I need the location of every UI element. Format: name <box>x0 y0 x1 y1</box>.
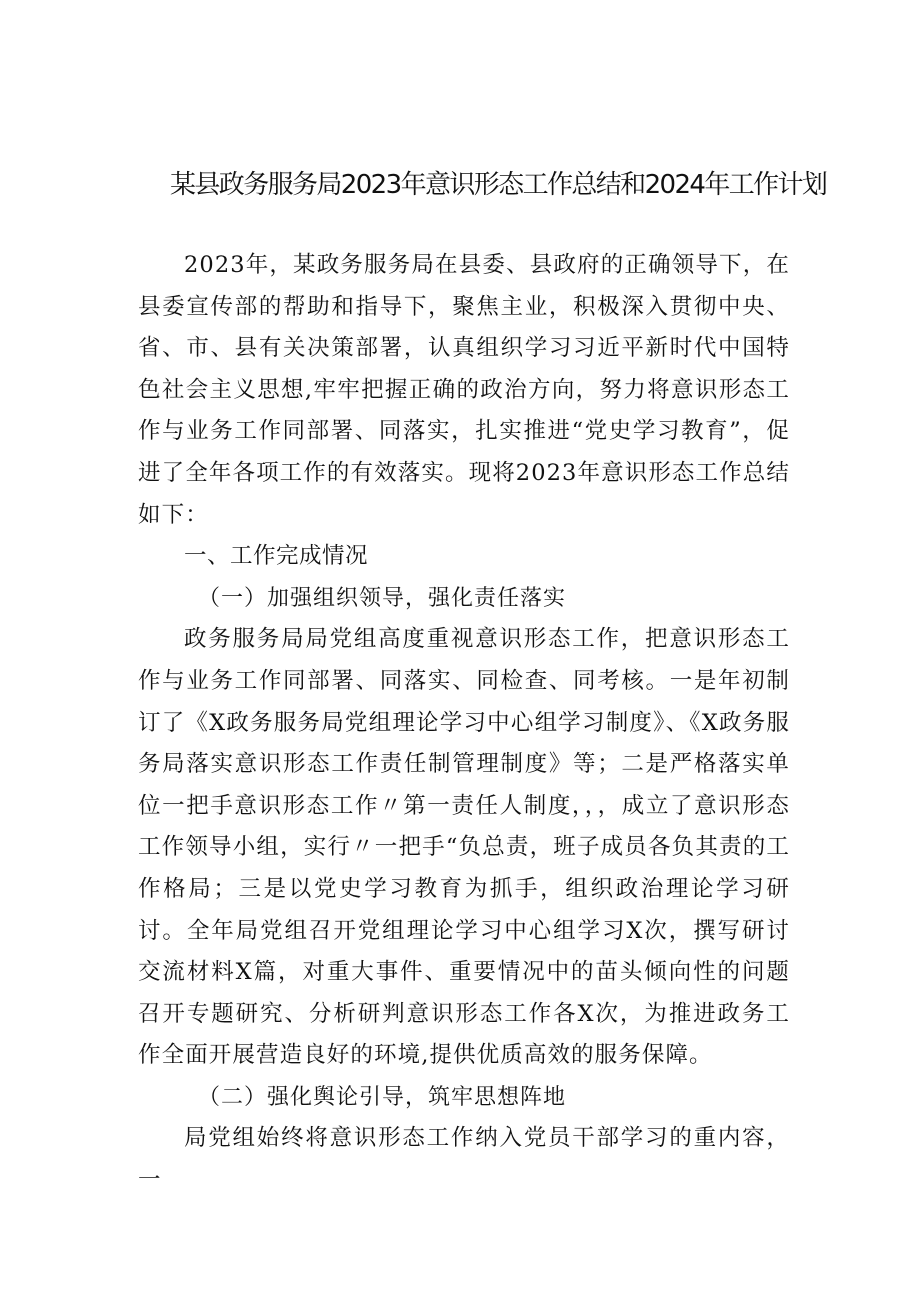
subsection-heading-public-opinion: （二）强化舆论引导，筑牢思想阵地 <box>198 1084 567 1110</box>
section-heading-work-completion: 一、工作完成情况 <box>184 543 369 570</box>
subsection-heading-organization: （一）加强组织领导，强化责任落实 <box>198 585 567 611</box>
subsection-paragraph-organization: 政务服务局局党组高度重视意识形态工作，把意识形态工作与业务工作同部署、同落实、同检查、同考核。一是年初制订了《X政务服务局党组理论学习中心组学习制度》、《X政务服务局落实意识形态工作责任制管理制度》等；二是严格落实单位一把手意识形态工作〃第一责任人制度，，，成立了意识形态工作领导小组，实行〃一把手“负总责，班子成员各负其责的工作格局；三是以党史学习教育为抓手，组织政治理论学习研讨。全年局党组召开党组理论学习中心组学习X次，撰写研讨交流材料X篇，对重大事件、重要情况中的苗头倾向性的问题召开专题研究、分析研判意识形态工作各X次，为推进政务工作全面开展营造良好的环境,提供优质高效的服务保障。 <box>138 626 790 1069</box>
intro-paragraph: 2023年，某政务服务局在县委、县政府的正确领导下，在县委宣传部的帮助和指导下，聚焦主业，积极深入贯彻中央、省、市、县有关决策部署，认真组织学习习近平新时代中国特色社会主义思想,牢牢把握正确的政治方向，努力将意识形态工作与业务工作同部署、同落实，扎实推进“党史学习教育”，促进了全年各项工作的有效落实。现将2023年意识形态工作总结如下： <box>138 252 790 528</box>
subsection-paragraph-public-opinion: 局党组始终将意识形态工作纳入党员干部学习的重内容，一 <box>138 1125 790 1194</box>
document-title: 某县政务服务局2023年意识形态工作总结和2024年工作计划 <box>170 170 827 200</box>
document-body <box>138 245 790 1202</box>
